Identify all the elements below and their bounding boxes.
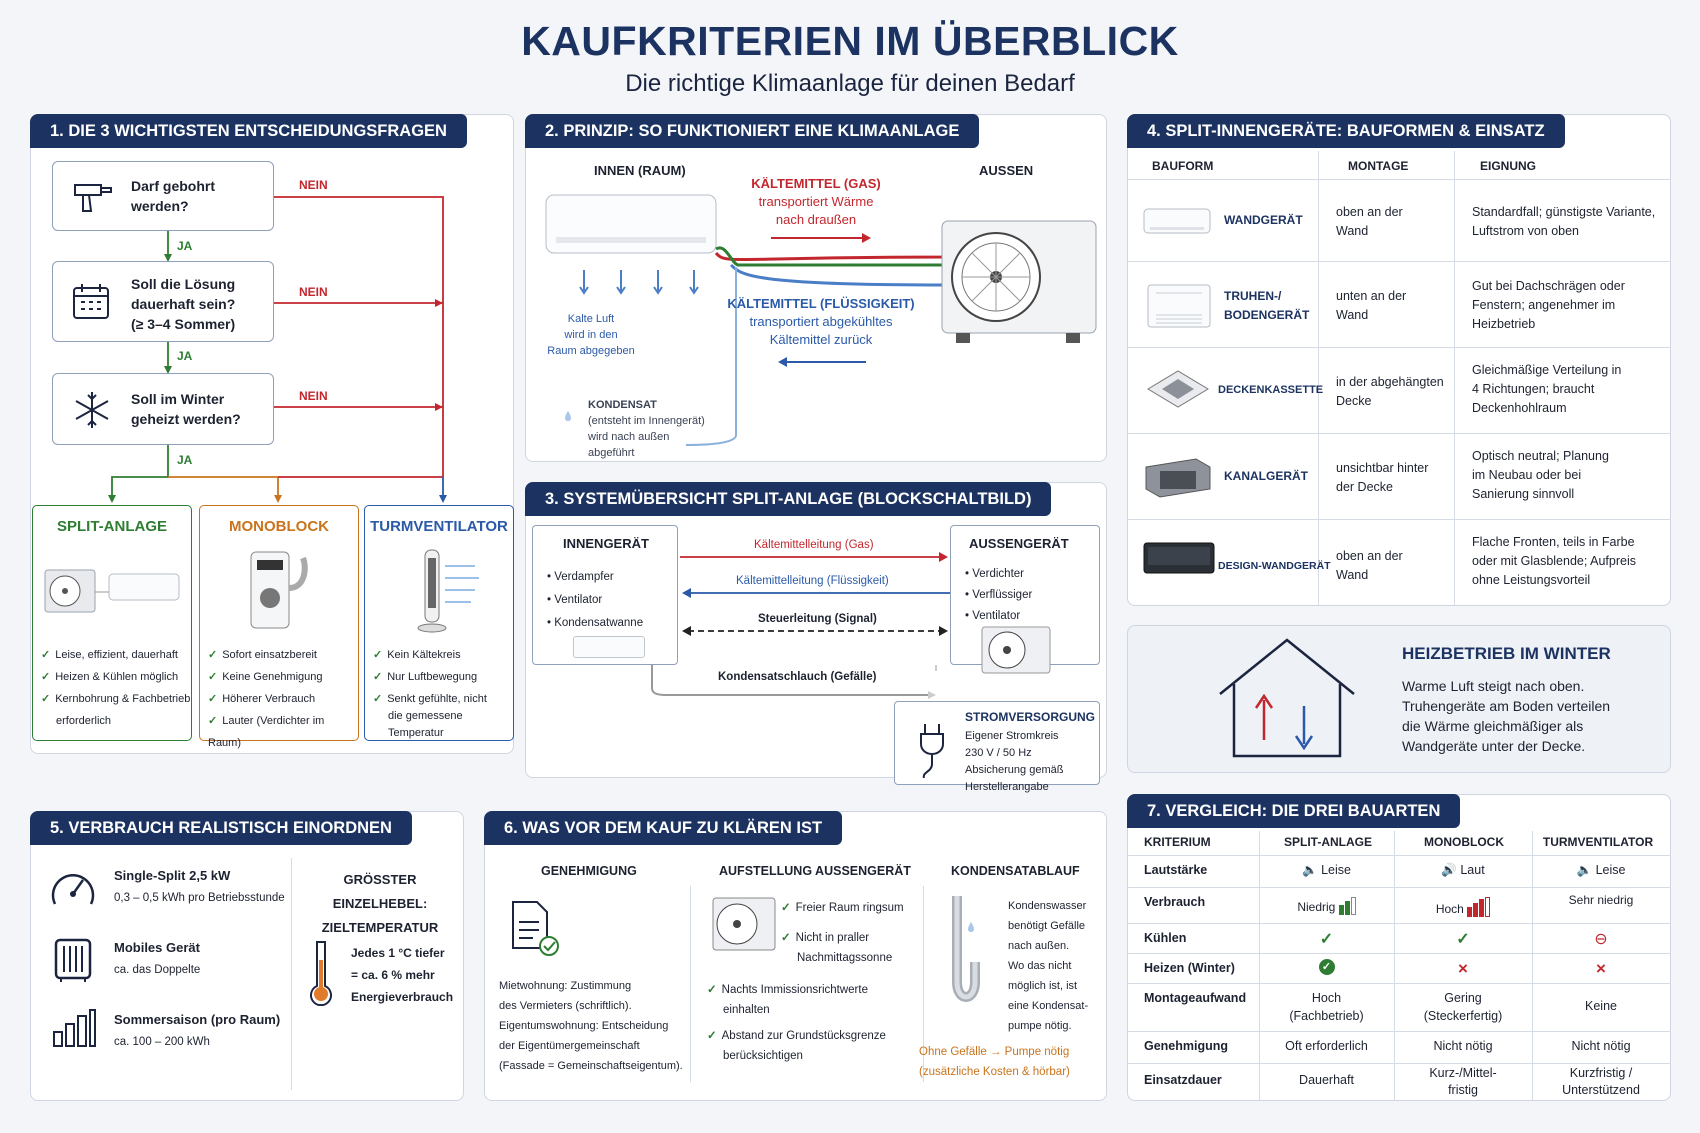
type-eignung: Gleichmäßige Verteilung in 4 Richtungen; braucht Deckenhohlraum	[1472, 363, 1622, 415]
option-tower-name: TURMVENTILATOR	[370, 518, 508, 535]
option-monoblock	[199, 505, 359, 749]
criterion-label: Lautstärke	[1144, 863, 1208, 877]
consumption-value: 0,3 – 0,5 kWh pro Betriebsstunde	[114, 892, 285, 904]
heating-tower-cross-icon: ×	[1596, 959, 1606, 978]
snowflake-sun-icon	[71, 389, 113, 431]
outdoor-check-3: ✓ Nachts Immissionsrichtwerte einhalten	[707, 984, 868, 1016]
mounting-split: Hoch (Fachbetrieb)	[1289, 991, 1364, 1023]
outdoor-title: AUSSENGERÄT	[969, 536, 1069, 551]
panel-comparison	[1127, 794, 1671, 1101]
condensate-label: KONDENSAT (entsteht im Innengerät) wird nach außen abgeführt	[588, 399, 705, 459]
consumption-label: Sommersaison (pro Raum)	[114, 1012, 281, 1027]
type-eignung: Optisch neutral; Planung im Neubau oder bei Sanierung sinnvoll	[1472, 449, 1609, 501]
option-tower-item: ✓ Senkt gefühlte, nicht	[373, 693, 487, 705]
liquid-label: KÄLTEMITTEL (FLÜSSIGKEIT) transportiert abgekühltes Kältemittel zurück	[727, 296, 915, 347]
cold-air-label: Kalte Luft wird in den Raum abgegeben	[547, 313, 635, 357]
panel-1-title: 1. DIE 3 WICHTIGSTEN ENTSCHEIDUNGSFRAGEN	[30, 114, 467, 148]
type-montage: in der abgehängten Decke	[1336, 375, 1444, 408]
drill-icon	[71, 179, 115, 217]
option-monoblock-item: ✓ Sofort einsatzbereit	[208, 649, 317, 661]
high-bars-icon	[1467, 897, 1490, 920]
loudness-monoblock: 🔊 Laut	[1441, 863, 1485, 877]
outdoor-item: • Ventilator	[965, 610, 1021, 622]
monoblock-unit-image	[245, 548, 315, 633]
loudness-split: 🔈 Leise	[1302, 863, 1351, 877]
type-name: DECKENKASSETTE	[1218, 384, 1324, 396]
criterion-label: Genehmigung	[1144, 1039, 1229, 1053]
gauge-icon	[49, 866, 97, 910]
question-box-drilling	[52, 161, 274, 231]
condensate-text: Kondenswasser benötigt Gefälle nach außen. Wo das nicht möglich ist, ist eine Kondensat- pumpe nötig.	[1008, 900, 1089, 1032]
panel-system-overview	[525, 482, 1107, 793]
option-tower-item: ✓ Nur Luftbewegung	[373, 671, 478, 683]
yes-label-2: JA	[177, 349, 193, 363]
mounting-monoblock: Gering (Steckerfertig)	[1423, 991, 1503, 1023]
liquid-line-label: Kältemittelleitung (Flüssigkeit)	[736, 575, 889, 587]
type-name: WANDGERÄT	[1224, 213, 1303, 227]
type-montage: unten an der Wand	[1336, 289, 1407, 322]
col-head-outdoor: AUFSTELLUNG AUSSENGERÄT	[719, 864, 911, 878]
question-2-line-1: Soll die Lösung	[131, 276, 236, 292]
power-item: Eigener Stromkreis	[965, 730, 1059, 742]
bar-chart-icon	[51, 1008, 97, 1048]
heating-text: Warme Luft steigt nach oben. Truhengeräte am Boden verteilen die Wärme gleichmäßiger als Wandgeräte unter der Decke.	[1402, 678, 1611, 754]
heating-monoblock-cross-icon: ×	[1458, 959, 1468, 978]
panel-consumption	[30, 811, 464, 1101]
tower-fan-image	[415, 546, 485, 636]
wall-unit-image	[1142, 205, 1214, 239]
no-label-1: NEIN	[299, 178, 328, 192]
col-head-approval: GENEHMIGUNG	[541, 864, 637, 878]
indoor-item: • Kondensatwanne	[547, 617, 644, 629]
drain-pipe-icon	[941, 892, 991, 1022]
low-bars-icon	[1339, 897, 1356, 918]
power-item: Herstellerangabe	[965, 781, 1049, 793]
duration-tower: Kurzfristig / Unterstützend	[1562, 1066, 1640, 1097]
option-turmventilator	[364, 505, 514, 741]
col-header-split: SPLIT-ANLAGE	[1283, 835, 1372, 849]
outdoor-check-4: ✓ Abstand zur Grundstücksgrenze berücksichtigen	[707, 1030, 886, 1062]
question-2-line-2: dauerhaft sein?	[131, 296, 236, 312]
option-split-item: ✓ Leise, effizient, dauerhaft	[41, 649, 178, 661]
duration-split: Dauerhaft	[1299, 1073, 1354, 1087]
cooling-tower-minus-icon: ⊖	[1594, 931, 1608, 948]
type-eignung: Gut bei Dachschrägen oder Fenstern; angenehmer im Heizbetrieb	[1472, 279, 1625, 331]
panel-6-title: 6. WAS VOR DEM KAUF ZU KLÄREN IST	[484, 811, 842, 845]
outdoor-check-1: ✓ Freier Raum ringsum	[781, 902, 904, 914]
consumption-value: ca. 100 – 200 kWh	[114, 1036, 210, 1048]
signal-line-label: Steuerleitung (Signal)	[758, 613, 877, 625]
outside-label: AUSSEN	[979, 163, 1034, 178]
yes-label-1: JA	[177, 239, 193, 253]
option-split-item: erforderlich	[56, 715, 112, 727]
type-montage: oben an der Wand	[1336, 205, 1403, 238]
type-eignung: Standardfall; günstigste Variante, Luftstrom von oben	[1472, 205, 1656, 238]
radiator-icon	[53, 936, 93, 984]
col-head-condensate: KONDENSATABLAUF	[951, 864, 1080, 878]
panel-3-title: 3. SYSTEMÜBERSICHT SPLIT-ANLAGE (BLOCKSCHALTBILD)	[525, 482, 1051, 516]
question-box-winter-heating	[52, 373, 274, 445]
approval-split: Oft erforderlich	[1285, 1039, 1368, 1053]
option-monoblock-item: ✓ Höherer Verbrauch	[208, 693, 316, 705]
thermometer-icon	[309, 938, 333, 1006]
mounting-tower: Keine	[1585, 999, 1617, 1013]
question-3-line-2: geheizt werden?	[131, 411, 241, 427]
col-header-monoblock: MONOBLOCK	[1424, 835, 1504, 849]
question-1-line-1: Darf gebohrt	[131, 178, 215, 194]
consumption-split: Niedrig	[1259, 897, 1394, 918]
power-item: 230 V / 50 Hz	[965, 747, 1032, 759]
question-1-line-2: werden?	[131, 198, 189, 214]
criterion-label: Verbrauch	[1144, 895, 1206, 909]
gas-label: KÄLTEMITTEL (GAS) transportiert Wärme nach draußen	[751, 176, 881, 227]
duct-unit-image	[1142, 453, 1214, 499]
duration-monoblock: Kurz-/Mittel- fristig	[1429, 1066, 1497, 1097]
option-split-item: ✓ Kernbohrung & Fachbetrieb	[41, 693, 191, 705]
calendar-icon	[71, 282, 111, 322]
option-monoblock-item: ✓ Keine Genehmigung	[208, 671, 323, 683]
panel-7-title: 7. VERGLEICH: DIE DREI BAUARTEN	[1127, 794, 1460, 828]
approval-monoblock: Nicht nötig	[1433, 1039, 1493, 1053]
house-heat-icon	[1216, 636, 1358, 762]
criterion-label: Kühlen	[1144, 931, 1187, 945]
speaker-loud-icon: 🔊	[1441, 863, 1457, 877]
type-montage: oben an der Wand	[1336, 549, 1403, 582]
plug-icon	[917, 722, 947, 778]
type-name: DESIGN-WANDGERÄT	[1218, 560, 1331, 572]
heating-title: HEIZBETRIEB IM WINTER	[1402, 644, 1611, 663]
outdoor-item: • Verflüssiger	[965, 589, 1033, 601]
condensate-line-label: Kondensatschlauch (Gefälle)	[718, 671, 877, 683]
power-item: Absicherung gemäß	[965, 764, 1064, 776]
condensate-note: Ohne Gefälle → Pumpe nötig (zusätzliche Kosten & hörbar)	[919, 1046, 1070, 1078]
approval-text: Mietwohnung: Zustimmung des Vermieters (schriftlich). Eigentumswohnung: Entscheidung der Eigentümergemeinschaft (Fassade = Gemeinschaftseigentum).	[499, 980, 683, 1072]
split-unit-image	[43, 556, 183, 626]
criterion-label: Einsatzdauer	[1144, 1073, 1222, 1087]
option-tower-item: ✓ Kein Kältekreis	[373, 649, 461, 661]
option-split-name: SPLIT-ANLAGE	[56, 518, 167, 535]
inside-label: INNEN (RAUM)	[594, 163, 686, 178]
option-monoblock-name: MONOBLOCK	[229, 518, 329, 535]
ceiling-cassette-image	[1142, 365, 1214, 415]
indoor-item: • Verdampfer	[547, 571, 614, 583]
consumption-value: ca. das Doppelte	[114, 964, 201, 976]
panel-heating-winter	[1127, 625, 1671, 773]
panel-2-title: 2. PRINZIP: SO FUNKTIONIERT EINE KLIMAANLAGE	[525, 114, 979, 148]
type-montage: unsichtbar hinter der Decke	[1336, 461, 1429, 494]
power-block	[894, 701, 1100, 793]
no-label-2: NEIN	[299, 285, 328, 299]
heating-split-check-icon: ✓	[1259, 959, 1394, 975]
speaker-icon: 🔈	[1576, 863, 1593, 877]
loudness-tower: 🔈 Leise	[1576, 863, 1626, 877]
yes-label-3: JA	[177, 453, 193, 467]
type-name: KANALGERÄT	[1224, 469, 1308, 483]
indoor-item: • Ventilator	[547, 594, 603, 606]
panel-principle	[525, 114, 1107, 462]
indoor-title: INNENGERÄT	[563, 536, 649, 551]
cooling-monoblock-check-icon: ✓	[1456, 931, 1470, 948]
criterion-label: Heizen (Winter)	[1144, 961, 1235, 975]
col-header-montage: MONTAGE	[1348, 159, 1409, 173]
consumption-label: Mobiles Gerät	[114, 940, 200, 955]
option-split-anlage	[32, 505, 192, 741]
question-3-line-1: Soll im Winter	[131, 391, 225, 407]
consumption-tower: Sehr niedrig	[1568, 893, 1634, 907]
panel-indoor-types	[1127, 114, 1671, 606]
panel-pre-purchase	[484, 811, 1107, 1101]
outdoor-unit-icon	[711, 896, 777, 956]
option-split-item: ✓ Heizen & Kühlen möglich	[41, 671, 179, 683]
approval-tower: Nicht nötig	[1571, 1039, 1631, 1053]
outdoor-item: • Verdichter	[965, 568, 1024, 580]
power-title: STROMVERSORGUNG	[965, 710, 1096, 724]
panel-4-title: 4. SPLIT-INNENGERÄTE: BAUFORMEN & EINSATZ	[1127, 114, 1565, 148]
lever-text: Jedes 1 °C tiefer = ca. 6 % mehr Energieverbrauch	[351, 946, 454, 1004]
option-tower-item: die gemessene	[388, 710, 463, 722]
question-2-line-3: (≥ 3–4 Sommer)	[131, 316, 236, 332]
lever-title: GRÖSSTER EINZELHEBEL: ZIELTEMPERATUR	[321, 872, 439, 935]
type-eignung: Flache Fronten, teils in Farbe oder mit Glasblende; Aufpreis ohne Leistungsvorteil	[1472, 535, 1636, 587]
option-tower-item: Temperatur	[388, 727, 444, 739]
col-header-eignung: EIGNUNG	[1480, 159, 1537, 173]
page-subtitle: Die richtige Klimaanlage für deinen Bedarf	[625, 70, 1075, 97]
gas-line-label: Kältemittelleitung (Gas)	[754, 539, 874, 551]
no-label-3: NEIN	[299, 389, 328, 403]
col-header-tower: TURMVENTILATOR	[1542, 835, 1654, 849]
floor-unit-image	[1146, 281, 1214, 331]
cooling-split-check-icon: ✓	[1319, 931, 1334, 948]
speaker-icon: 🔈	[1302, 863, 1318, 877]
outdoor-check-2: ✓ Nicht in praller Nachmittagssonne	[781, 932, 893, 964]
question-box-permanent	[52, 261, 274, 342]
type-name: TRUHEN-/ BODENGERÄT	[1224, 289, 1310, 322]
panel-5-title: 5. VERBRAUCH REALISTISCH EINORDNEN	[30, 811, 412, 845]
design-wall-unit-image	[1142, 539, 1216, 579]
col-header-criterion: KRITERIUM	[1144, 835, 1211, 849]
page-title: KAUFKRITERIEN IM ÜBERBLICK	[521, 18, 1179, 64]
criterion-label: Montageaufwand	[1144, 991, 1247, 1005]
col-header-bauform: BAUFORM	[1152, 159, 1214, 173]
consumption-monoblock: Hoch	[1394, 897, 1532, 920]
consumption-label: Single-Split 2,5 kW	[114, 868, 231, 883]
option-monoblock-item: ✓ Lauter (Verdichter im Raum)	[208, 715, 325, 749]
document-check-icon	[509, 898, 561, 958]
